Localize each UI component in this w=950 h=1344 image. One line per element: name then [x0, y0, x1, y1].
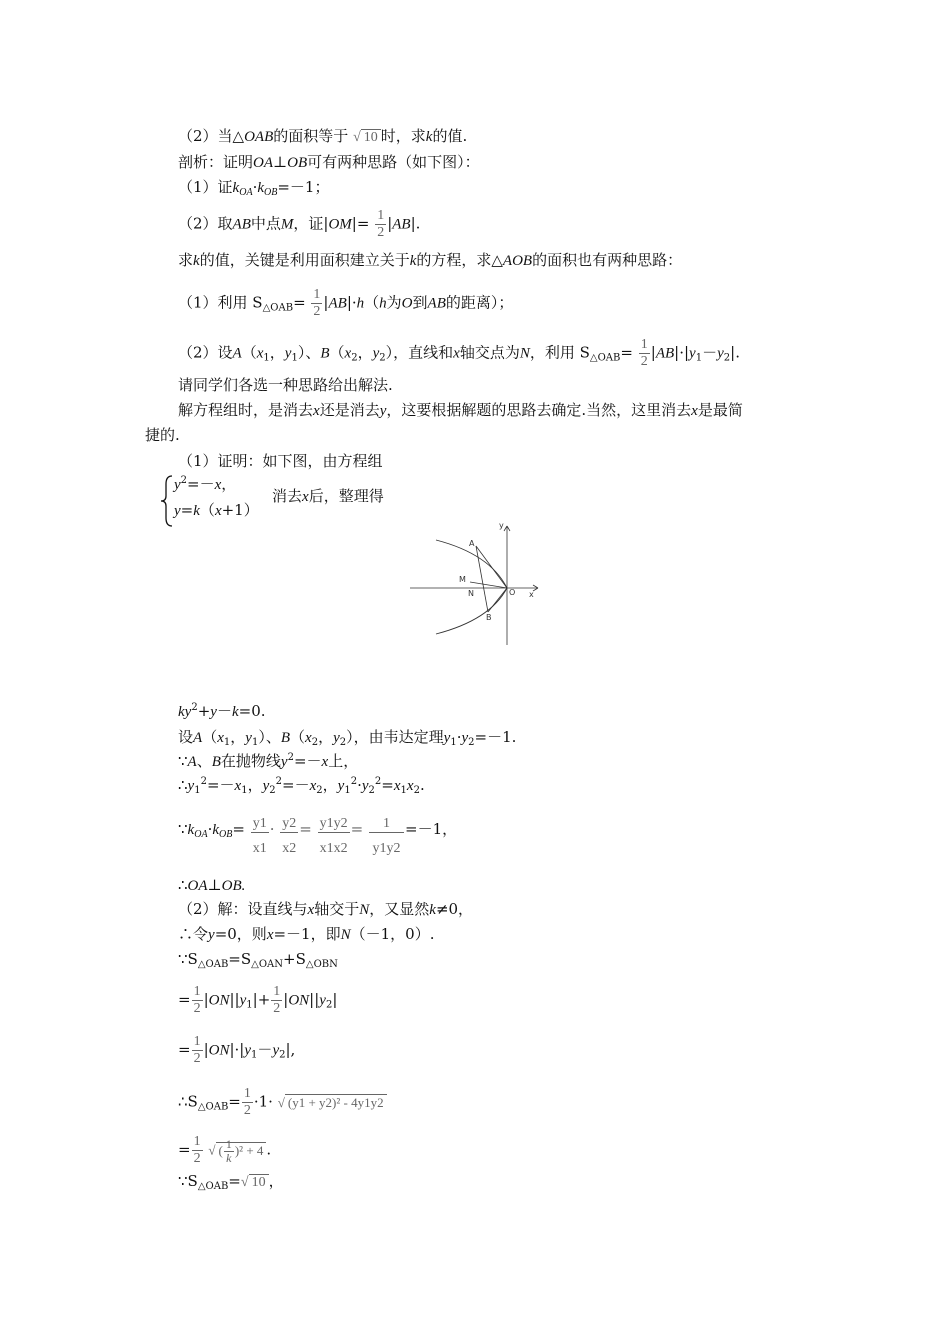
point-n-line: ∴令y=0，则x=－1，即N（－1，0）. [178, 925, 435, 943]
fraction-y1-x1: $\frac{y1}{x1}$ [252, 816, 267, 856]
perpendicular-conclusion: ∴OA⊥OB. [178, 876, 246, 894]
fraction-reciprocal: $\frac{1}{y1y2}$ [369, 816, 404, 857]
segment-ob [488, 588, 507, 612]
slope-product-line: $\because k_{OA}\cdot k_{OB}=$ $\frac{y1}{x1}$ · $\frac{y2}{x2}$ = $\frac{y1y2}{x1x2}$ = $\frac{1}{y1y2}$ =－1， [178, 816, 458, 856]
area-sqrt-line: $\therefore S_{\triangle OAB}=$ $\frac{1}{2}$ ·1· √ (y1 + y2)² - 4y1y2 [178, 1086, 387, 1119]
area-k-line: = $\frac{1}{2}$ √ ( $\frac{1}{k}$ )² + 4 . [178, 1134, 272, 1166]
line-ab [476, 546, 488, 612]
fraction-half: $\frac{1}{2}$ [193, 1134, 201, 1166]
analysis-intro: 剖析：证明OA⊥OB可有两种思路（如下图）： [178, 153, 480, 171]
fraction-1-over-k: $\frac{1}{k}$ [225, 1137, 232, 1166]
label-n: N [468, 589, 474, 598]
proof-1-intro: （1）证明：如下图，由方程组 [178, 452, 383, 470]
fraction-half: $\frac{1}{2}$ [377, 208, 385, 240]
area-split-line: $\because S_{\triangle OAB}=S_{\triangle OAN}+S_{\triangle OBN}$ [178, 950, 338, 970]
sqrt-discriminant: √ (y1 + y2)² - 4y1y2 [278, 1093, 387, 1113]
fraction-half: $\frac{1}{2}$ [313, 287, 321, 319]
prompt-students: 请同学们各选一种思路给出解法. [178, 376, 393, 394]
area-method-1: （1）利用 $S_{\triangle OAB}=$ $\frac{1}{2}$ |AB|·h（h为O到AB的距离）； [178, 287, 514, 319]
label-y: y [499, 521, 504, 530]
fraction-half: $\frac{1}{2}$ [243, 1086, 251, 1118]
label-o: O [509, 588, 516, 597]
area-expand-line: = $\frac{1}{2}$ $|ON||y_1|+$ $\frac{1}{2}$ $|ON||y_2|$ [178, 984, 338, 1016]
parabola-curve [436, 540, 507, 634]
area-combine-line: = $\frac{1}{2}$ $|ON|\cdot|y_1-y_2|$, [178, 1034, 296, 1066]
brace-icon [160, 474, 174, 528]
system-eq-1: $y^2=-x$， [174, 475, 237, 493]
solution-2-intro: （2）解：设直线与x轴交于N，又显然k≠0， [178, 900, 474, 918]
sqrt-k-expression: √ ( $\frac{1}{k}$ )² + 4 [208, 1138, 266, 1165]
parabola-figure [410, 520, 550, 645]
area-given-line: $\because S_{\triangle OAB}=√$ 10 ， [178, 1172, 284, 1192]
label-b: B [486, 613, 492, 622]
system-eq-2: y=k（x+1） [174, 501, 259, 519]
fraction-y2-x2: $\frac{y2}{x2}$ [282, 816, 297, 856]
segment-om [470, 582, 507, 588]
quadratic-result: $ky^2+y-k=0$. [178, 702, 266, 720]
elimination-note: 解方程组时，是消去x还是消去y，这要根据解题的思路去确定.当然，这里消去x是最简 [178, 401, 743, 419]
sqrt-10: √ 10 [353, 128, 381, 148]
area-method-2: （2）设$A(x_1$，$y_1$）、$B(x_2$，$y_2$），直线和x轴交点为N，利用 $S_{\triangle OAB}=$ $\frac{1}{2}$ $|AB|\cdot|y_1-y_2|$. [178, 337, 740, 369]
method-1: （1）证$k_{OA}\cdot k_{OB}=-1$； [178, 178, 330, 198]
equation-system [160, 474, 420, 530]
fraction-half: $\frac{1}{2}$ [193, 984, 201, 1016]
fraction-product: $\frac{y1y2}{x1x2}$ [319, 816, 348, 856]
label-m: M [459, 575, 466, 584]
sqrt-10: √ 10 [241, 1173, 269, 1193]
fraction-half: $\frac{1}{2}$ [193, 1034, 201, 1066]
segment-oa [476, 546, 507, 588]
label-a: A [469, 539, 475, 548]
label-x: x [529, 590, 534, 599]
fraction-half: $\frac{1}{2}$ [273, 984, 281, 1016]
fraction-half: $\frac{1}{2}$ [640, 337, 648, 369]
problem-part2: （2）当△OAB的面积等于 √ 10 时，求k的值. [178, 126, 467, 148]
method-2: （2）取AB中点M，证|OM|= $\frac{1}{2}$ |AB|. [178, 208, 421, 240]
eliminate-x-text: 消去x后，整理得 [272, 487, 384, 505]
on-parabola-line: ∵A、B在抛物线$y^2=-x$上， [178, 752, 359, 770]
key-idea: 求k的值，关键是利用面积建立关于k的方程，求△AOB的面积也有两种思路： [178, 251, 683, 269]
substitution-line: $\therefore y_1^2=-x_1$，$y_2^2=-x_2$，$y_1^2\cdot y_2^2=x_1x_2$. [178, 776, 425, 796]
vieta-line: 设$A(x_1$，$y_1$）、$B(x_2$，$y_2$），由韦达定理$y_1\cdot y_2=-1$. [178, 728, 517, 748]
elimination-note-cont: 捷的. [145, 426, 180, 444]
